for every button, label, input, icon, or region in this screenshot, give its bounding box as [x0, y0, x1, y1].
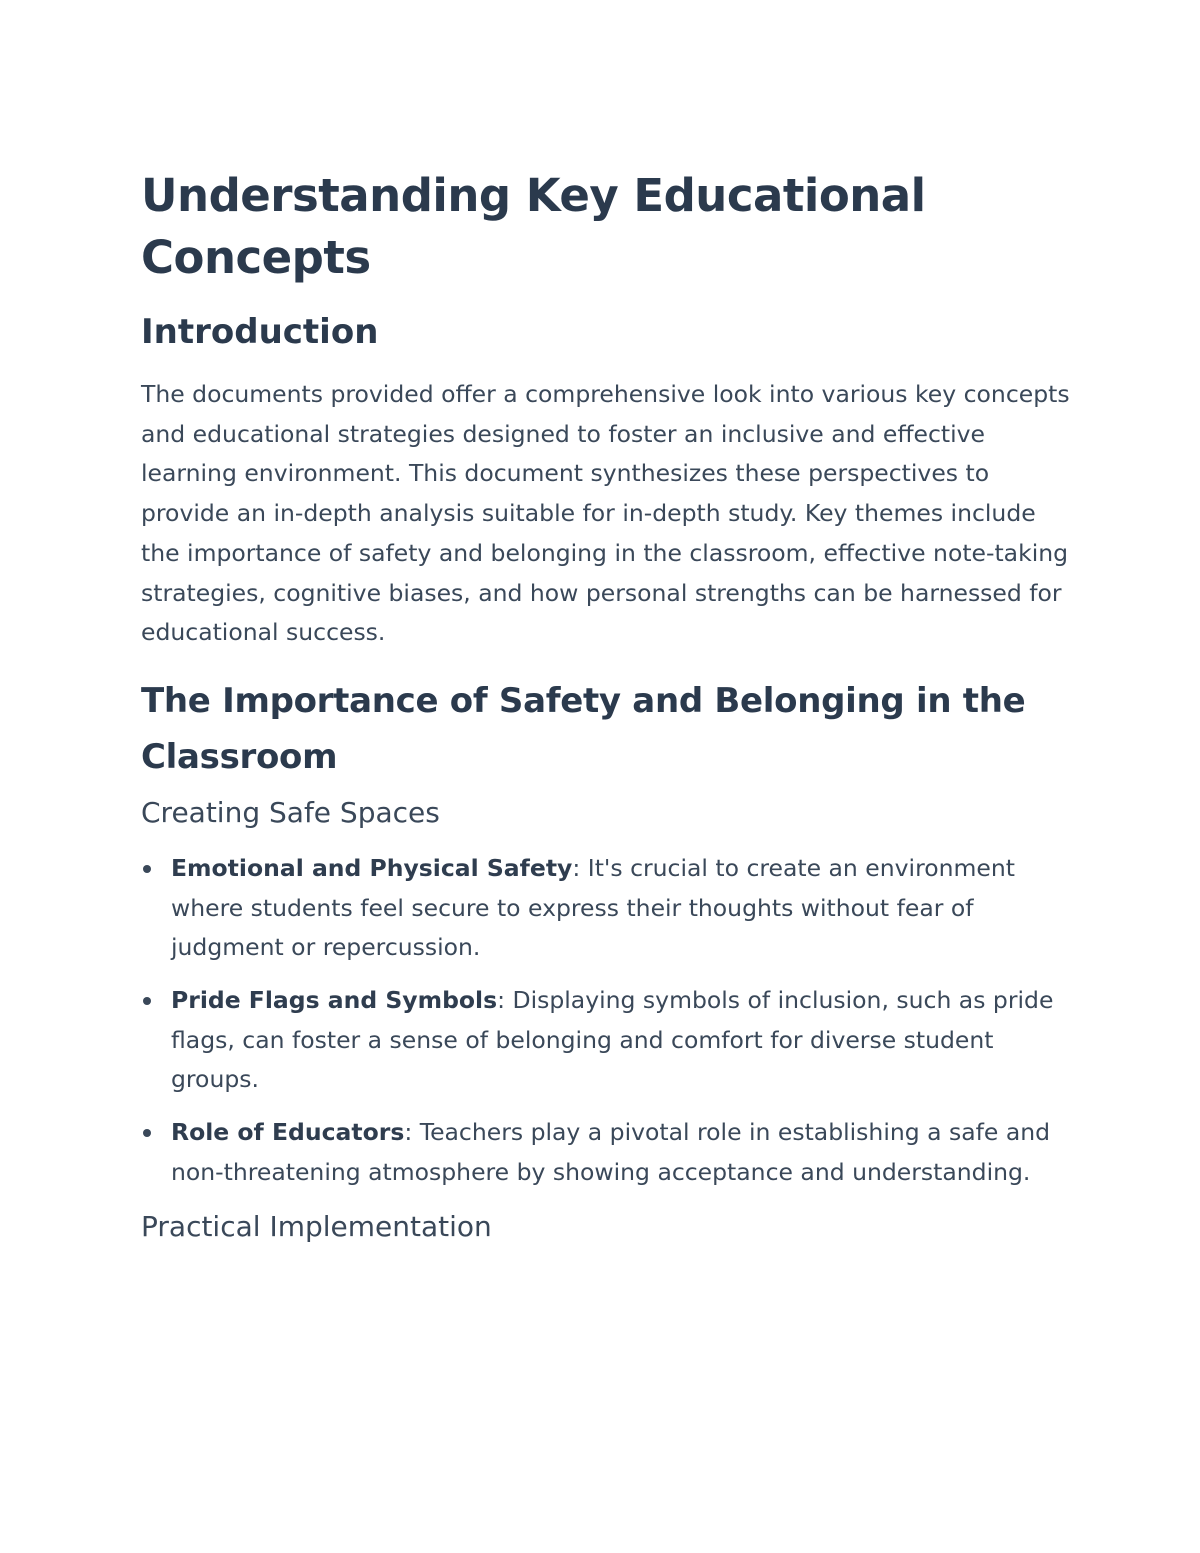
subsection-heading-creating-safe-spaces: Creating Safe Spaces: [141, 795, 440, 829]
bullet-text: : Teachers play a pivotal role in establishing a safe and non-threatening atmosphere by showing acceptance and understanding.: [171, 1118, 1051, 1186]
list-item: [141, 1113, 1071, 1192]
list-item: [141, 849, 1071, 968]
subsection-heading-practical-implementation: Practical Implementation: [141, 1209, 492, 1243]
bullet-term: Emotional and Physical Safety: [171, 853, 573, 882]
document-page: [141, 165, 1071, 1247]
bullet-icon: [143, 1129, 151, 1137]
document-title: Understanding Key Educational Concepts: [141, 169, 926, 284]
bullet-icon: [143, 997, 151, 1005]
safe-spaces-bullet-list: [141, 849, 1071, 1193]
section-heading-safety-belonging: The Importance of Safety and Belonging in the Classroom: [141, 680, 1026, 777]
bullet-icon: [143, 865, 151, 873]
bullet-text: : It's crucial to create an environment where students feel secure to express their thoughts without fear of judgment or repercussion.: [171, 853, 1015, 962]
bullet-text: : Displaying symbols of inclusion, such as pride flags, can foster a sense of belonging and comfort for diverse student groups.: [171, 986, 1054, 1094]
list-item: [141, 981, 1071, 1100]
bullet-term: Pride Flags and Symbols: [171, 986, 498, 1015]
section-heading-introduction: Introduction: [141, 312, 379, 352]
introduction-paragraph: The documents provided offer a comprehensive look into various key concepts and educational strategies designed to foster an inclusive and effective learning environment. This document synthesizes these perspectives to provide an in-depth analysis suitable for in-depth study. Key themes include the importance of safety and belonging in the classroom, effective note-taking strategies, cognitive biases, and how personal strengths can be harnessed for educational success.: [141, 380, 1070, 647]
bullet-term: Role of Educators: [171, 1118, 405, 1147]
